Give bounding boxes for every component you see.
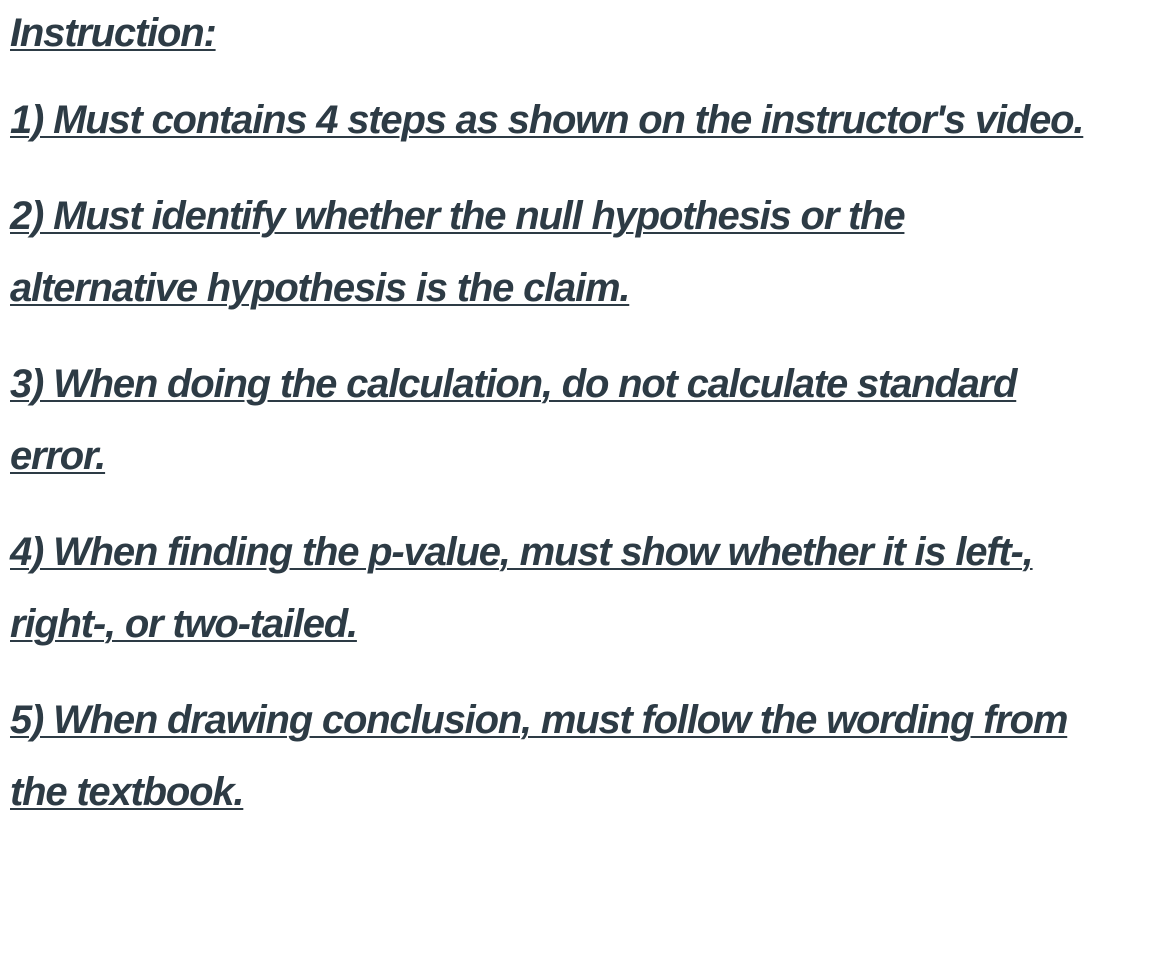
instruction-item-4-text: 4) When finding the p-value, must show whether it is left-, right-, or two-tailed. bbox=[10, 530, 1033, 646]
instruction-item-1-text: 1) Must contains 4 steps as shown on the instructor's video. bbox=[10, 98, 1084, 142]
instruction-item-2-text: 2) Must identify whether the null hypothesis or the alternative hypothesis is the claim. bbox=[10, 194, 905, 310]
instruction-item-1 bbox=[10, 84, 1100, 156]
instruction-item-2 bbox=[10, 180, 1100, 324]
instruction-item-5 bbox=[10, 684, 1100, 828]
instruction-item-5-text: 5) When drawing conclusion, must follow the wording from the textbook. bbox=[10, 698, 1068, 814]
instruction-document bbox=[10, 6, 1100, 852]
instruction-item-4 bbox=[10, 516, 1100, 660]
instruction-list bbox=[10, 84, 1100, 828]
instruction-item-3-text: 3) When doing the calculation, do not calculate standard error. bbox=[10, 362, 1017, 478]
instruction-item-3 bbox=[10, 348, 1100, 492]
instruction-heading: Instruction: bbox=[10, 11, 216, 55]
